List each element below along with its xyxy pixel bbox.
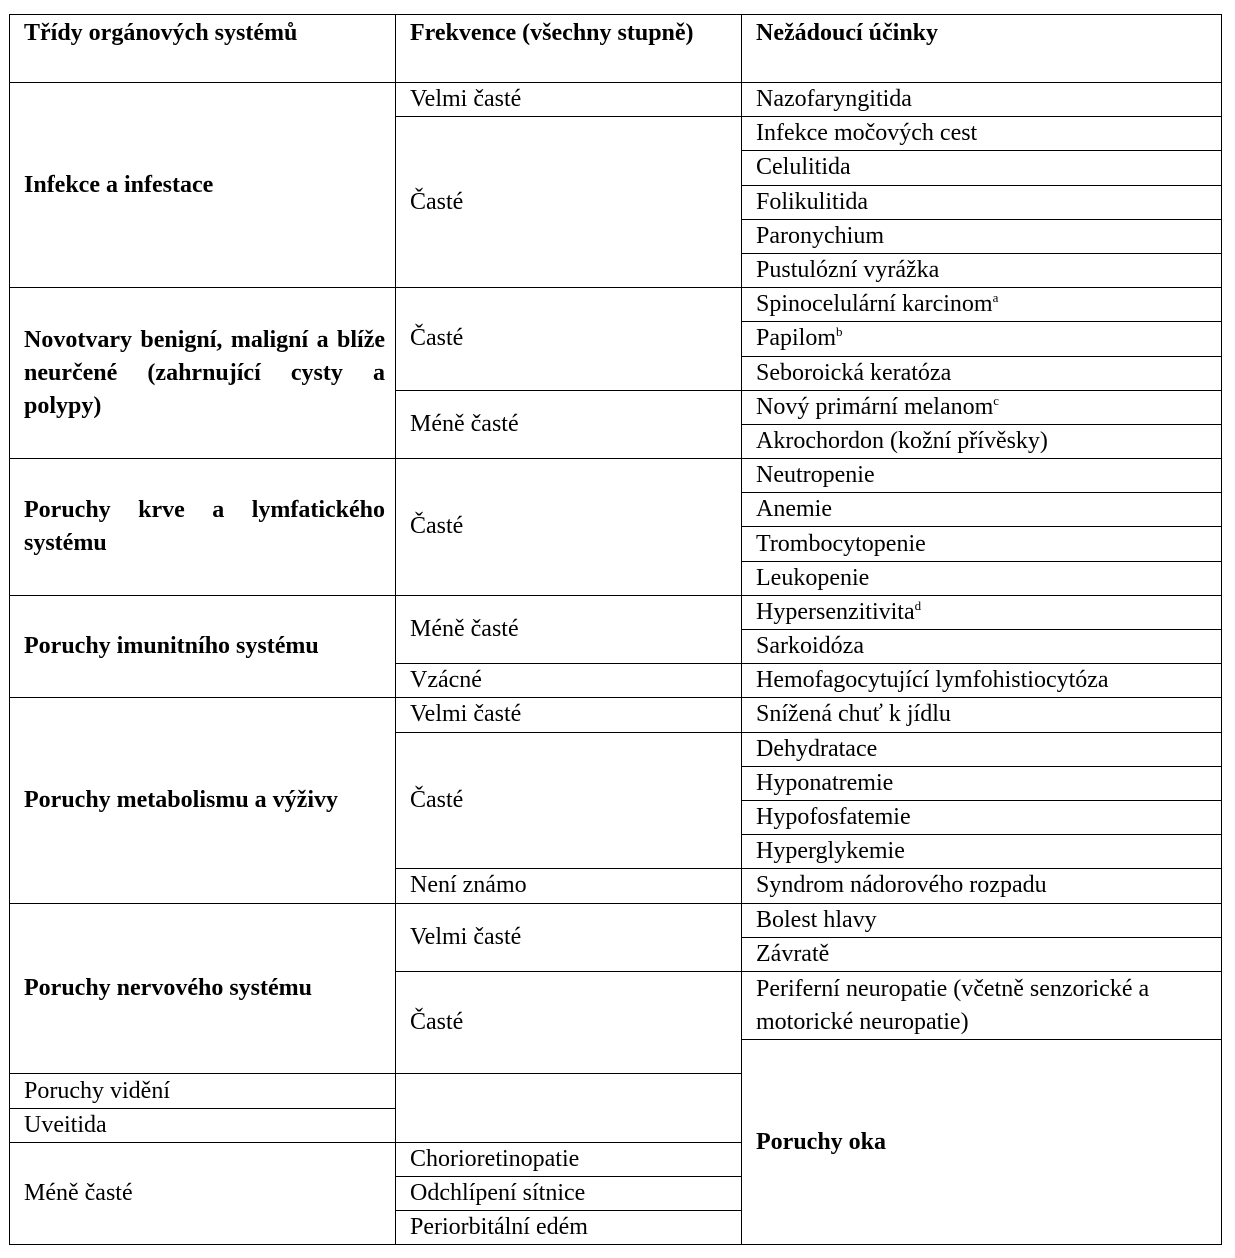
adverse-effect-cell <box>742 185 1222 219</box>
frequency-cell: Vzácné <box>396 664 742 698</box>
table-header <box>10 15 1222 83</box>
frequency-cell: Méně časté <box>396 595 742 663</box>
adverse-effect-text: Periferní neuropatie (včetně senzorické a motorické neuropatie) <box>756 975 1150 1035</box>
table-body <box>10 83 1222 1245</box>
adverse-effect-cell <box>742 971 1222 1039</box>
adverse-effect-cell <box>742 732 1222 766</box>
adverse-effect-text: Dehydratace <box>756 735 878 762</box>
adverse-effect-cell <box>396 1142 742 1176</box>
adverse-effect-cell <box>742 561 1222 595</box>
adverse-effect-text: Závratě <box>756 940 830 967</box>
adverse-effect-text: Odchlípení sítnice <box>410 1180 586 1207</box>
adverse-effect-cell <box>742 903 1222 937</box>
header-frequency: Frekvence (všechny stupně) <box>396 15 742 83</box>
adverse-effect-text: Sarkoidóza <box>756 633 864 660</box>
organ-system-class-cell: Poruchy oka <box>742 1040 1222 1245</box>
adverse-effect-text: Anemie <box>756 496 832 523</box>
adverse-effect-cell <box>742 766 1222 800</box>
frequency-cell: Časté <box>396 459 742 596</box>
adverse-effect-text: Hypersenzitivita <box>756 598 915 625</box>
adverse-effect-cell <box>742 664 1222 698</box>
adverse-effect-text: Hemofagocytující lymfohistiocytóza <box>756 667 1109 694</box>
adverse-effect-cell <box>742 459 1222 493</box>
organ-system-class-cell: Poruchy metabolismu a výživy <box>10 698 396 903</box>
frequency-cell: Velmi časté <box>396 83 742 117</box>
adverse-effect-cell <box>742 800 1222 834</box>
frequency-cell: Není známo <box>396 869 742 903</box>
adverse-effect-text: Folikulitida <box>756 188 869 215</box>
frequency-cell: Časté <box>396 288 742 391</box>
adverse-effect-text: Pustulózní vyrážka <box>756 257 940 284</box>
adverse-effects-table <box>9 14 1222 1245</box>
adverse-effect-cell <box>742 356 1222 390</box>
footnote-marker: c <box>993 392 1000 408</box>
organ-system-class-cell: Poruchy krve a lymfatického systému <box>10 459 396 596</box>
adverse-effect-text: Uveitida <box>24 1111 107 1138</box>
adverse-effect-text: Hyponatremie <box>756 769 894 796</box>
organ-system-class-cell: Poruchy imunitního systému <box>10 595 396 698</box>
adverse-effect-cell <box>742 151 1222 185</box>
adverse-effect-text: Neutropenie <box>756 462 875 489</box>
header-organ-system-class: Třídy orgánových systémů <box>10 15 396 83</box>
organ-system-class-cell: Novotvary benigní, maligní a blíže neurčené (zahrnující cysty a polypy) <box>10 288 396 459</box>
footnote-marker: a <box>992 290 999 306</box>
frequency-cell: Méně časté <box>396 390 742 458</box>
adverse-effect-cell <box>742 390 1222 424</box>
adverse-effect-text: Paronychium <box>756 222 884 249</box>
frequency-cell: Velmi časté <box>396 698 742 732</box>
adverse-effect-cell <box>742 288 1222 322</box>
adverse-effect-text: Papilom <box>756 325 837 352</box>
adverse-effect-text: Celulitida <box>756 154 851 181</box>
header-row <box>10 15 1222 83</box>
table-row <box>10 698 1222 732</box>
adverse-effect-text: Leukopenie <box>756 564 870 591</box>
adverse-effect-cell <box>742 595 1222 629</box>
adverse-effect-cell <box>742 869 1222 903</box>
header-adverse-effects: Nežádoucí účinky <box>742 15 1222 83</box>
adverse-effect-cell <box>396 1177 742 1211</box>
adverse-effect-cell <box>742 698 1222 732</box>
adverse-effect-text: Spinocelulární karcinom <box>756 291 993 318</box>
table-row <box>10 595 1222 629</box>
adverse-effect-cell <box>742 117 1222 151</box>
adverse-effect-cell <box>742 322 1222 356</box>
adverse-effect-text: Syndrom nádorového rozpadu <box>756 872 1047 899</box>
adverse-effect-cell <box>742 253 1222 287</box>
adverse-effect-text: Bolest hlavy <box>756 906 877 933</box>
adverse-effect-cell <box>10 1108 396 1142</box>
adverse-effect-cell <box>742 493 1222 527</box>
adverse-effect-text: Hypofosfatemie <box>756 804 911 831</box>
adverse-effect-cell <box>10 1074 396 1108</box>
frequency-cell: Časté <box>396 732 742 869</box>
adverse-effect-cell <box>742 937 1222 971</box>
adverse-effect-cell <box>742 835 1222 869</box>
adverse-effect-cell <box>742 219 1222 253</box>
frequency-cell: Méně časté <box>10 1142 396 1245</box>
footnote-marker: b <box>836 324 843 340</box>
adverse-effect-text: Nový primární melanom <box>756 393 994 420</box>
adverse-effect-text: Periorbitální edém <box>410 1214 588 1241</box>
table-row <box>10 288 1222 322</box>
table-row <box>10 903 1222 937</box>
adverse-effect-text: Hyperglykemie <box>756 838 905 865</box>
adverse-effect-cell <box>742 527 1222 561</box>
adverse-effect-text: Trombocytopenie <box>756 530 926 557</box>
table-row <box>10 459 1222 493</box>
organ-system-class-cell: Poruchy nervového systému <box>10 903 396 1074</box>
table-row <box>10 83 1222 117</box>
organ-system-class-cell: Infekce a infestace <box>10 83 396 288</box>
adverse-effect-text: Infekce močových cest <box>756 120 978 147</box>
adverse-effect-cell <box>742 83 1222 117</box>
frequency-cell: Velmi časté <box>396 903 742 971</box>
adverse-effect-text: Snížená chuť k jídlu <box>756 701 951 728</box>
adverse-effect-cell <box>742 630 1222 664</box>
adverse-effect-cell <box>742 424 1222 458</box>
adverse-effect-cell <box>396 1211 742 1245</box>
adverse-effect-text: Chorioretinopatie <box>410 1145 580 1172</box>
adverse-effect-text: Seboroická keratóza <box>756 359 952 386</box>
adverse-effect-text: Poruchy vidění <box>24 1077 170 1104</box>
frequency-cell: Časté <box>396 117 742 288</box>
adverse-effect-text: Nazofaryngitida <box>756 86 912 113</box>
adverse-effect-text: Akrochordon (kožní přívěsky) <box>756 427 1048 454</box>
footnote-marker: d <box>914 597 922 613</box>
frequency-cell: Časté <box>396 971 742 1074</box>
